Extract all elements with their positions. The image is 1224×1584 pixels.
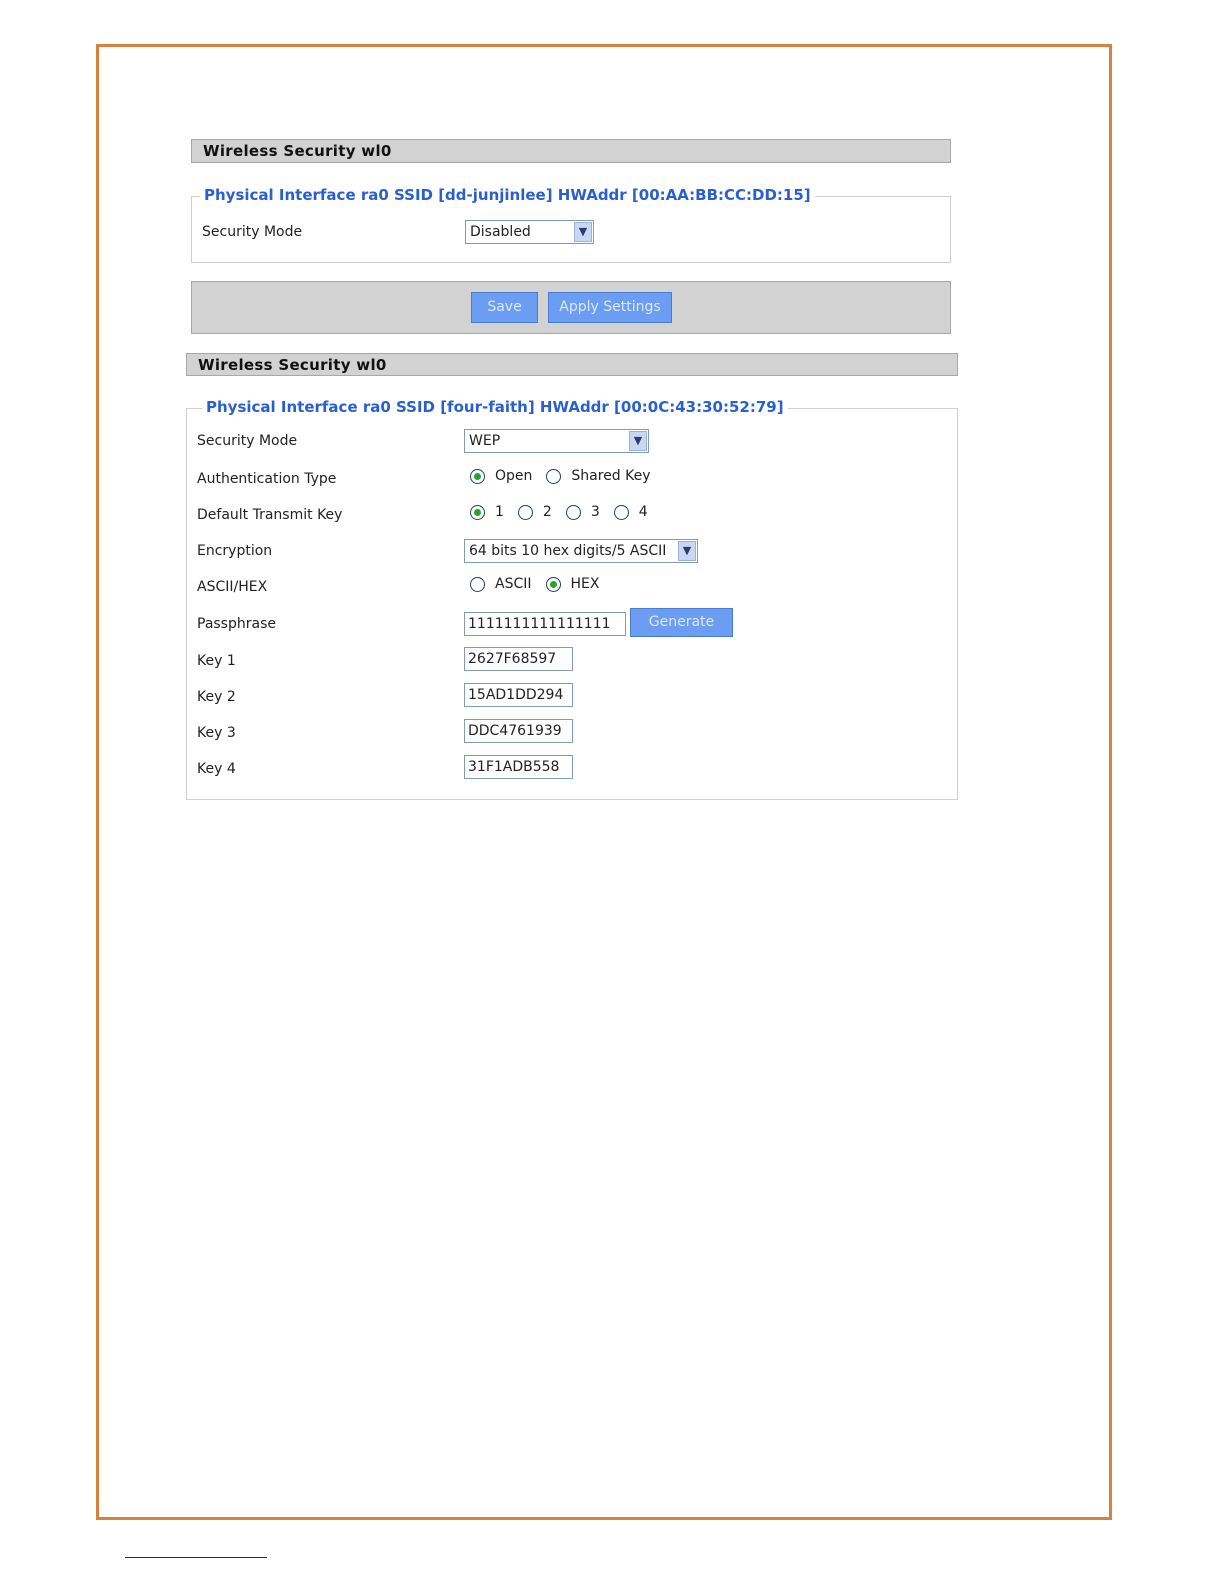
transmit-key-option-2[interactable] — [518, 504, 552, 520]
security-mode-row-1 — [202, 220, 940, 248]
radio-button[interactable] — [546, 577, 561, 592]
auth-shared-key-option[interactable] — [546, 468, 650, 484]
key-4-input[interactable]: 31F1ADB558 — [464, 755, 573, 779]
radio-button[interactable] — [546, 469, 561, 484]
key-1-row — [197, 647, 947, 675]
ascii-hex-row — [197, 575, 947, 603]
radio-label: Shared Key — [571, 468, 651, 484]
ascii-option[interactable] — [470, 576, 532, 592]
transmit-key-label: Default Transmit Key — [197, 507, 343, 523]
section-header-1: Wireless Security wl0 — [191, 139, 951, 163]
security-mode-label: Security Mode — [197, 433, 298, 449]
key-3-row — [197, 719, 947, 747]
passphrase-label: Passphrase — [197, 616, 276, 632]
security-mode-select[interactable] — [464, 429, 649, 453]
radio-label: 3 — [590, 504, 600, 520]
key-3-label: Key 3 — [197, 725, 236, 741]
security-mode-value: WEP — [469, 433, 501, 449]
key-2-label: Key 2 — [197, 689, 236, 705]
transmit-key-option-1[interactable] — [470, 504, 504, 520]
passphrase-row — [197, 612, 947, 640]
auth-type-label: Authentication Type — [197, 471, 337, 487]
radio-button[interactable] — [470, 469, 485, 484]
chevron-down-icon[interactable]: ▼ — [629, 431, 647, 451]
transmit-key-option-3[interactable] — [566, 504, 600, 520]
key-3-input[interactable]: DDC4761939 — [464, 719, 573, 743]
fieldset-interface-2 — [186, 398, 958, 800]
security-mode-value: Disabled — [470, 224, 531, 240]
key-4-label: Key 4 — [197, 761, 236, 777]
button-bar — [191, 281, 951, 334]
key-1-input[interactable]: 2627F68597 — [464, 647, 573, 671]
footer-rule — [125, 1557, 267, 1558]
key-1-label: Key 1 — [197, 653, 236, 669]
key-2-row — [197, 683, 947, 711]
radio-label: 2 — [542, 504, 552, 520]
security-mode-select[interactable] — [465, 220, 594, 244]
apply-settings-button[interactable]: Apply Settings — [548, 292, 672, 323]
radio-label: 4 — [638, 504, 648, 520]
chevron-down-icon[interactable]: ▼ — [678, 541, 696, 561]
radio-label: Open — [495, 468, 533, 484]
transmit-key-option-4[interactable] — [614, 504, 648, 520]
radio-button[interactable] — [614, 505, 629, 520]
radio-button[interactable] — [566, 505, 581, 520]
radio-label: ASCII — [495, 576, 532, 592]
chevron-down-icon[interactable]: ▼ — [574, 222, 592, 242]
transmit-key-radio-group — [470, 504, 662, 520]
generate-button[interactable]: Generate — [630, 608, 733, 637]
section-header-2: Wireless Security wl0 — [186, 353, 958, 376]
encryption-select[interactable] — [464, 539, 698, 563]
save-button[interactable]: Save — [471, 292, 538, 323]
ascii-hex-radio-group — [470, 576, 613, 592]
hex-option[interactable] — [546, 576, 600, 592]
security-mode-row-2 — [197, 429, 947, 457]
fieldset-interface-1 — [191, 186, 951, 263]
auth-type-radio-group — [470, 468, 665, 484]
passphrase-input[interactable]: 1111111111111111 — [464, 612, 626, 636]
auth-type-row — [197, 467, 947, 495]
radio-label: HEX — [570, 576, 600, 592]
ascii-hex-label: ASCII/HEX — [197, 579, 268, 595]
interface-legend-2: Physical Interface ra0 SSID [four-faith] HWAddr [00:0C:43:30:52:79] — [202, 398, 788, 416]
interface-legend-1: Physical Interface ra0 SSID [dd-junjinlee] HWAddr [00:AA:BB:CC:DD:15] — [200, 186, 815, 204]
key-4-row — [197, 755, 947, 783]
security-mode-label: Security Mode — [202, 224, 303, 240]
key-2-input[interactable]: 15AD1DD294 — [464, 683, 573, 707]
radio-button[interactable] — [470, 577, 485, 592]
encryption-row — [197, 539, 947, 567]
radio-button[interactable] — [470, 505, 485, 520]
encryption-value: 64 bits 10 hex digits/5 ASCII — [469, 543, 667, 559]
radio-label: 1 — [495, 504, 504, 520]
encryption-label: Encryption — [197, 543, 273, 559]
transmit-key-row — [197, 503, 947, 531]
radio-button[interactable] — [518, 505, 533, 520]
auth-open-option[interactable] — [470, 468, 532, 484]
